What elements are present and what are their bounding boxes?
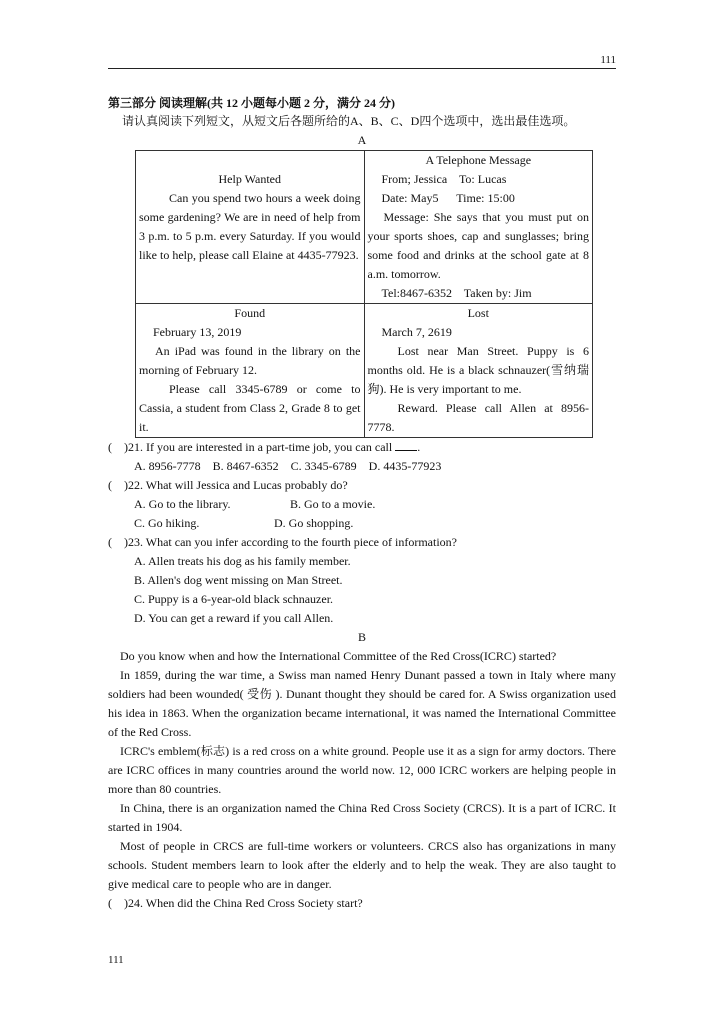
passage-b-paragraph-4: In China, there is an organization named the China Red Cross Society (CRCS). It is a part of ICRC. It started in 1904. xyxy=(108,801,616,834)
found-notice xyxy=(136,304,365,438)
lost-body-2: Reward. Please call Allen at 8956-7778. xyxy=(367,401,589,434)
question-23-option-b: B. Allen's dog went missing on Man Street. xyxy=(134,573,343,587)
lost-notice xyxy=(364,304,593,438)
lost-body-1: Lost near Man Street. Puppy is 6 months old. He is a black schnauzer(雪纳瑞狗). He is very important to me. xyxy=(367,344,589,396)
found-title: Found xyxy=(234,306,266,320)
option-d: D. 4435-77923 xyxy=(368,459,442,473)
question-23-option-c: C. Puppy is a 6-year-old black schnauzer. xyxy=(134,592,334,606)
message-body: Message: She says that you must put on your sports shoes, cap and sunglasses; bring some food and drinks at the school gate at 8 a.m. tomorrow. xyxy=(367,210,589,281)
notices-table xyxy=(135,150,593,438)
message-from-to: From; Jessica To: Lucas xyxy=(381,172,507,186)
option-a: A. 8956-7778 xyxy=(134,459,201,473)
header-rule xyxy=(108,68,616,69)
option-a: A. Go to the library. xyxy=(134,497,231,511)
option-b: B. Go to a movie. xyxy=(290,497,376,511)
page-content xyxy=(108,94,616,913)
passage-a-label: A xyxy=(357,133,367,147)
message-tel-taken: Tel:8467-6352 Taken by: Jim xyxy=(381,286,532,300)
question-23-option-a: A. Allen treats his dog as his family member. xyxy=(134,554,351,568)
question-21 xyxy=(108,438,616,457)
message-date-time: Date: May5 Time: 15:00 xyxy=(381,191,515,205)
passage-b-paragraph-1: Do you know when and how the International Committee of the Red Cross(ICRC) started? xyxy=(120,649,557,663)
option-c: C. 3345-6789 xyxy=(290,459,357,473)
section-title: 第三部分 阅读理解(共 12 小题每小题 2 分，满分 24 分) xyxy=(108,96,395,110)
telephone-message-notice xyxy=(364,151,593,304)
found-body-1: An iPad was found in the library on the morning of February 12. xyxy=(139,344,361,377)
question-22-options-cd xyxy=(108,514,616,533)
section-instruction: 请认真阅读下列短文，从短文后各题所给的A、B、C、D四个选项中，选出最佳选项。 xyxy=(122,114,576,128)
option-d: D. Go shopping. xyxy=(274,516,354,530)
passage-b-label: B xyxy=(357,630,366,644)
answer-blank xyxy=(395,440,417,451)
question-23-stem: ( )23. What can you infer according to the fourth piece of information? xyxy=(108,535,457,549)
question-21-options xyxy=(108,457,616,476)
question-23-option-d: D. You can get a reward if you call Allen. xyxy=(134,611,334,625)
telephone-message-title: A Telephone Message xyxy=(425,153,532,167)
found-date: February 13, 2019 xyxy=(153,325,242,339)
found-body-2: Please call 3345-6789 or come to Cassia, a student from Class 2, Grade 8 to get it. xyxy=(139,382,361,434)
lost-date: March 7, 2619 xyxy=(381,325,452,339)
question-22-stem: ( )22. What will Jessica and Lucas probably do? xyxy=(108,478,348,492)
option-c: C. Go hiking. xyxy=(134,516,200,530)
passage-b-paragraph-2: In 1859, during the war time, a Swiss man named Henry Dunant passed a town in Italy where many soldiers had been wounded( 受伤 ). Dunant thought they should be cared for. A Swiss organization used his idea in 1863. When the organization became international, it was named the International Committee of the Red Cross. xyxy=(108,668,616,739)
passage-b-paragraph-5: Most of people in CRCS are full-time workers or volunteers. CRCS also has organizations in many schools. Student members learn to look after the elderly and to help the weak. They are also taught to give medical care to people who are in danger. xyxy=(108,839,616,891)
question-22-options-ab xyxy=(108,495,616,514)
option-b: B. 8467-6352 xyxy=(212,459,279,473)
question-21-end: . xyxy=(417,440,421,454)
question-21-stem: ( )21. If you are interested in a part-time job, you can call xyxy=(108,440,393,454)
page-number-bottom: 111 xyxy=(108,954,124,966)
passage-b-paragraph-3: ICRC's emblem(标志) is a red cross on a white ground. People use it as a sign for army doctors. There are ICRC offices in many countries around the world now. 12, 000 ICRC workers are helping people in more than 80 countries. xyxy=(108,744,616,796)
question-24-stem: ( )24. When did the China Red Cross Society start? xyxy=(108,896,363,910)
help-wanted-body: Can you spend two hours a week doing some gardening? We are in need of help from 3 p.m. to 5 p.m. every Saturday. If you would like to help, please call Elaine at 4435-77923. xyxy=(139,191,361,262)
help-wanted-notice xyxy=(136,151,365,304)
lost-title: Lost xyxy=(467,306,489,320)
help-wanted-title: Help Wanted xyxy=(218,172,281,186)
page-number-top: 111 xyxy=(600,54,616,66)
